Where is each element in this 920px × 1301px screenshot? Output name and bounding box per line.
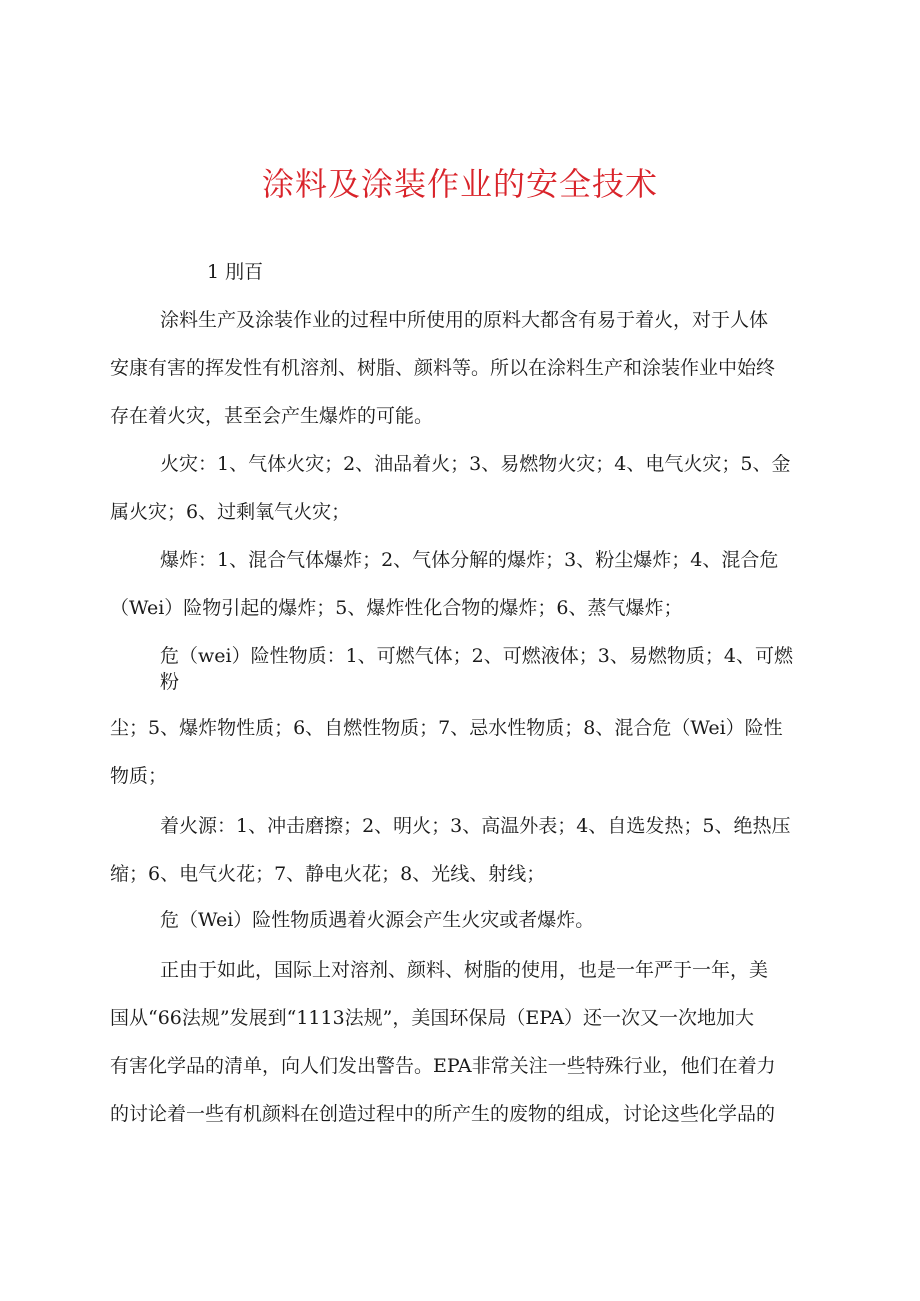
paragraph-line: 爆炸：1、混合气体爆炸；2、气体分解的爆炸；3、粉尘爆炸；4、混合危 xyxy=(160,549,779,571)
paragraph-line: 物质； xyxy=(110,765,168,787)
paragraph-line: 属火灾；6、过剩氧气火灾； xyxy=(110,501,351,523)
paragraph-line: 涂料生产及涂装作业的过程中所使用的原料大都含有易于着火，对于人体 xyxy=(160,309,769,331)
paragraph-line: 危（wei）险性物质：1、可燃气体；2、可燃液体；3、易燃物质；4、可燃 xyxy=(160,645,793,667)
paragraph-line: 存在着火灾，甚至会产生爆炸的可能。 xyxy=(110,405,434,427)
paragraph-line: 缩；6、电气火花；7、静电火花；8、光线、射线； xyxy=(110,863,546,885)
paragraph-line: 正由于如此，国际上对溶剂、颜料、树脂的使用，也是一年严于一年，美 xyxy=(160,959,769,981)
paragraph-line: 国从“66法规”发展到“1113法规”，美国环保局（EPA）还一次又一次地加大 xyxy=(110,1007,755,1029)
paragraph-line: 着火源：1、冲击磨擦；2、明火；3、高温外表；4、自选发热；5、绝热压 xyxy=(160,815,791,837)
section-heading: 1 刖百 xyxy=(207,261,264,283)
paragraph-line: 有害化学品的清单，向人们发出警告。EPA非常关注一些特殊行业，他们在着力 xyxy=(110,1055,776,1077)
paragraph-line: 危（Wei）险性物质遇着火源会产生火灾或者爆炸。 xyxy=(160,909,595,931)
paragraph-line: 粉 xyxy=(160,671,180,693)
paragraph-line: 的讨论着一些有机颜料在创造过程中的所产生的废物的组成，讨论这些化学品的 xyxy=(110,1103,776,1125)
paragraph-line: 火灾：1、气体火灾；2、油品着火；3、易燃物火灾；4、电气火灾；5、金 xyxy=(160,453,791,475)
paragraph-line: 安康有害的挥发性有机溶剂、树脂、颜料等。所以在涂料生产和涂装作业中始终 xyxy=(110,357,776,379)
document-title: 涂料及涂装作业的安全技术 xyxy=(261,165,658,203)
paragraph-line: 尘；5、爆炸物性质；6、自燃性物质；7、忌水性物质；8、混合危（Wei）险性 xyxy=(110,717,783,739)
paragraph-line: （Wei）险物引起的爆炸；5、爆炸性化合物的爆炸；6、蒸气爆炸； xyxy=(110,597,683,619)
